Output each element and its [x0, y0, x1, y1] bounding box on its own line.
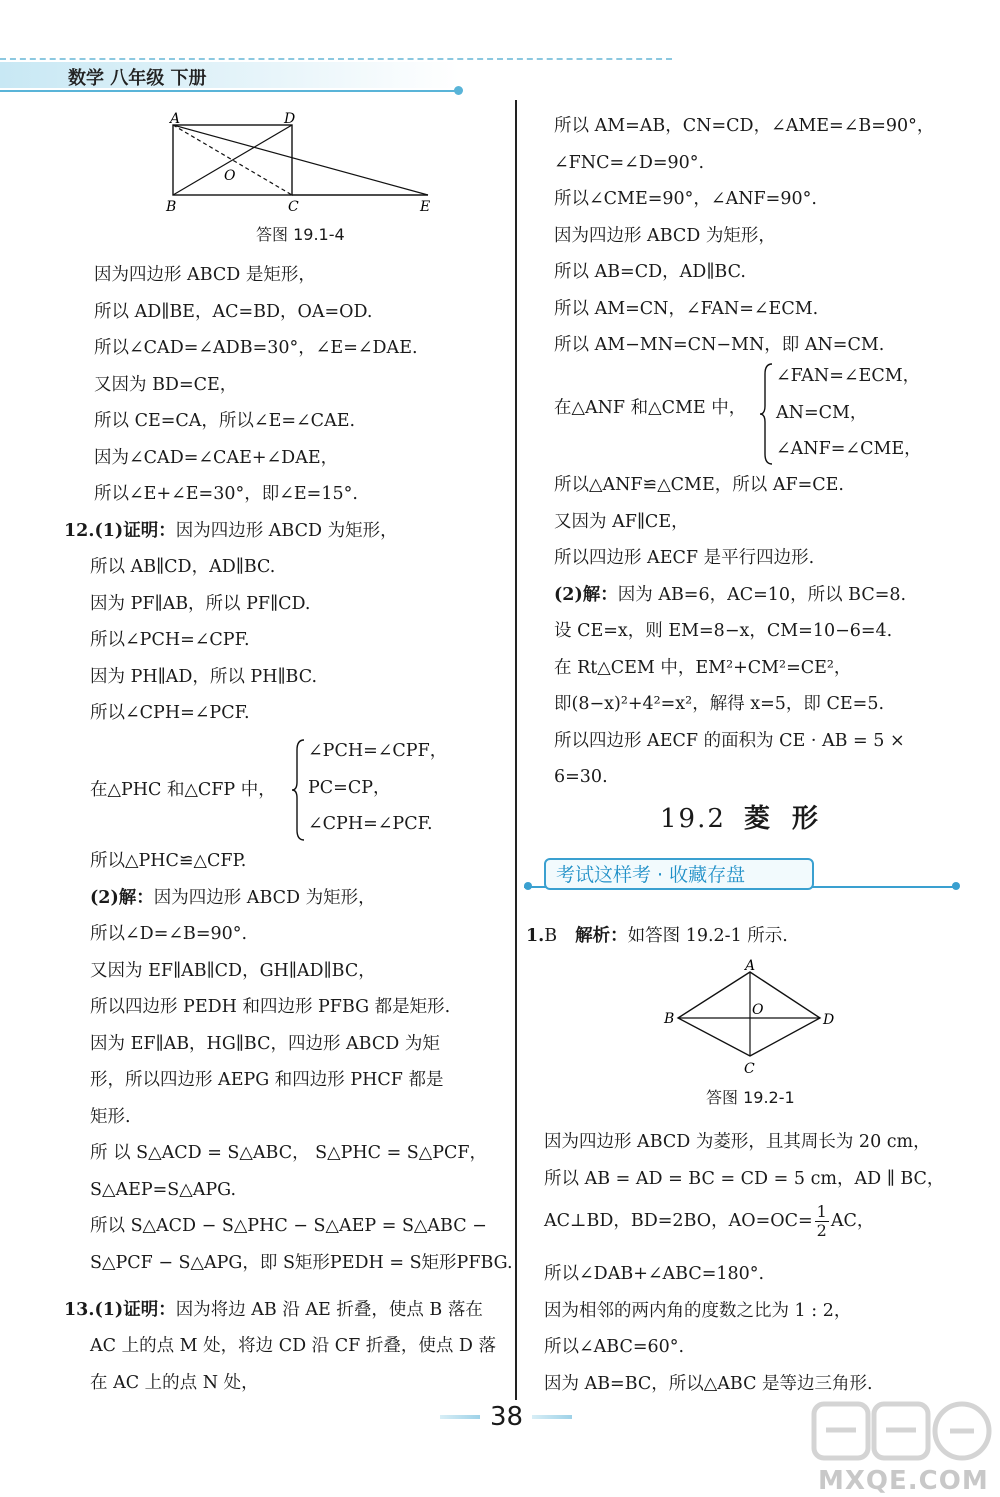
- text: 因为将边 AB 沿 AE 折叠，使点 B 落在: [175, 1300, 483, 1320]
- text: 因为 AB=6，AC=10，所以 BC=8.: [617, 584, 907, 605]
- text-line: 设 CE=x，则 EM=8−x，CM=10−6=4.: [554, 621, 893, 641]
- text: AC⊥BD，BD=2BO，AO=OC=: [544, 1211, 813, 1231]
- brace-item: AN=CM，: [776, 402, 868, 423]
- page-deco-right: [532, 1415, 572, 1419]
- exam-banner: [524, 856, 959, 892]
- text-line: 在 Rt△CEM 中，EM²+CM²=CE²，: [554, 657, 852, 678]
- text-line: 所以 S△ACD − S△PHC − S△AEP = S△ABC −: [90, 1216, 487, 1236]
- banner-dot-left: [524, 882, 532, 890]
- right-brace-items: [776, 358, 922, 468]
- text-line: 即(8−x)²+4²=x²，解得 x=5，即 CE=5.: [554, 694, 885, 714]
- fig2-label-b: B: [664, 1011, 675, 1027]
- text-line: 所以∠CPH=∠PCF.: [90, 703, 250, 723]
- text-line: [90, 880, 513, 917]
- right-solution-block-1: [554, 108, 934, 364]
- text-line: 因为相邻的两内角的度数之比为 1 : 2，: [544, 1300, 852, 1321]
- question-13-lines: [90, 1328, 496, 1401]
- figure-19-1-4: [160, 110, 440, 220]
- text-line: 所以∠ABC=60°.: [544, 1337, 685, 1357]
- figure-19-2-1-caption: 答图 19.2-1: [706, 1088, 795, 1107]
- part-label: (2)解：: [90, 887, 154, 908]
- right-solution-block-4: [544, 1256, 873, 1402]
- text-line: 所以四边形 AECF 的面积为 CE · AB = 5 ×: [554, 730, 905, 751]
- answer: B: [544, 926, 558, 946]
- text-line: 所以 AM=AB，CN=CD，∠AME=∠B=90°，: [554, 116, 935, 136]
- watermark-text: MXQE.COM: [818, 1466, 989, 1496]
- text-line: 6=30.: [554, 767, 608, 787]
- fig1-label-c: C: [288, 199, 299, 215]
- text-line: ∠FNC=∠D=90°.: [554, 152, 705, 173]
- header-underline: [0, 90, 460, 92]
- brace-item: ∠FAN=∠ECM，: [776, 366, 921, 386]
- fig1-label-e: E: [420, 199, 431, 215]
- section-number: 19.2: [660, 804, 726, 834]
- text-line: 所以 AD∥BE，AC=BD，OA=OD.: [94, 301, 373, 322]
- question-number: 12.: [64, 521, 95, 541]
- text-line: 所以四边形 PEDH 和四边形 PFBG 都是矩形.: [90, 997, 451, 1017]
- text-line: [544, 1203, 874, 1240]
- question-1: [526, 918, 788, 955]
- text-line: 所以∠DAB+∠ABC=180°.: [544, 1264, 765, 1284]
- text-line: 所以∠PCH=∠CPF.: [90, 630, 250, 650]
- column-divider: [515, 100, 517, 1400]
- right-solution-block-2: [554, 467, 906, 796]
- text-line: 所以 AM−MN=CN−MN，即 AN=CM.: [554, 335, 885, 355]
- text-line: 所以 AB = AD = BC = CD = 5 cm，AD ∥ BC，: [544, 1168, 945, 1189]
- text-line: 所以∠E+∠E=30°，即∠E=15°.: [94, 484, 358, 504]
- fig2-label-c: C: [744, 1061, 755, 1077]
- left-solution-block-1: [94, 257, 418, 513]
- brace-item: ∠CPH=∠PCF.: [308, 814, 433, 834]
- header-title: 数学 八年级 下册: [68, 68, 207, 89]
- text-line: 又因为 EF∥AB∥CD，GH∥AD∥BC，: [90, 960, 376, 981]
- page-deco-left: [440, 1415, 480, 1419]
- text-line: 所以∠CME=90°，∠ANF=90°.: [554, 189, 817, 209]
- brace-item: ∠PCH=∠CPF，: [308, 741, 448, 761]
- fig2-label-a: A: [745, 958, 756, 974]
- question-13-part1: [64, 1292, 483, 1329]
- question-12-part2: [90, 843, 513, 1281]
- text-line: 矩形.: [90, 1106, 131, 1127]
- text-line: 所 以 S△ACD = S△ABC， S△PHC = S△PCF，: [90, 1143, 488, 1163]
- fraction-numerator: 1: [816, 1202, 827, 1221]
- text-line: 因为 EF∥AB，HG∥BC，四边形 ABCD 为矩: [90, 1033, 440, 1054]
- figure-19-1-4-caption: 答图 19.1-4: [256, 225, 345, 244]
- text-line: S△AEP=S△APG.: [90, 1179, 237, 1200]
- fig1-label-b: B: [166, 199, 177, 215]
- question-12-lines-a: [90, 549, 317, 732]
- fraction-line: [544, 1203, 874, 1240]
- text-line: AC 上的点 M 处，将边 CD 沿 CF 折叠，使点 D 落: [90, 1336, 496, 1356]
- text-line: 因为 PH∥AD，所以 PH∥BC.: [90, 666, 318, 687]
- text-line: [554, 577, 906, 614]
- q12-brace-lead: 在△PHC 和△CFP 中，: [90, 780, 276, 800]
- text-line: 所以 AM=CN，∠FAN=∠ECM.: [554, 298, 819, 319]
- text-line: 因为四边形 ABCD 为菱形，且其周长为 20 cm，: [544, 1132, 931, 1152]
- right-brace-lead: 在△ANF 和△CME 中，: [554, 398, 747, 418]
- text-line: 又因为 AF∥CE，: [554, 511, 689, 532]
- header-dashed-line: [0, 58, 672, 60]
- section-name: 菱形: [743, 804, 840, 834]
- analysis-label: 解析：: [575, 926, 628, 946]
- figure-19-2-1: [660, 958, 840, 1078]
- text: 因为四边形 ABCD 为矩形，: [153, 887, 376, 908]
- brace-item: ∠ANF=∠CME，: [776, 439, 922, 459]
- q12-brace-items: [308, 733, 447, 843]
- text-line: 所以∠D=∠B=90°.: [90, 924, 248, 944]
- text-line: 所以 CE=CA，所以∠E=∠CAE.: [94, 411, 356, 431]
- text-line: 因为∠CAD=∠CAE+∠DAE，: [94, 447, 339, 468]
- question-1-line: [526, 918, 788, 955]
- text-line: 所以 AB∥CD，AD∥BC.: [90, 557, 276, 577]
- text-line: 因为 PF∥AB，所以 PF∥CD.: [90, 593, 311, 614]
- banner-text: 考试这样考 · 收藏存盘: [556, 864, 746, 886]
- question-13-first-line: [64, 1292, 483, 1329]
- part-label: (1)证明：: [94, 521, 176, 541]
- text-line: 因为四边形 ABCD 是矩形，: [94, 265, 316, 285]
- right-solution-block-3: [544, 1124, 944, 1197]
- fig1-label-o: O: [224, 168, 236, 184]
- text-line: 在 AC 上的点 N 处，: [90, 1372, 259, 1393]
- text-line: 所以∠CAD=∠ADB=30°，∠E=∠DAE.: [94, 338, 418, 358]
- fraction-denominator: 2: [816, 1221, 827, 1240]
- fig2-label-d: D: [823, 1012, 835, 1028]
- right-brace: [758, 362, 774, 466]
- text-line: 形，所以四边形 AEPG 和四边形 PHCF 都是: [90, 1070, 444, 1090]
- text-line: 所以 AB=CD，AD∥BC.: [554, 262, 746, 282]
- text: 如答图 19.2-1 所示.: [627, 926, 788, 946]
- question-number: 13.: [64, 1300, 95, 1320]
- brace-item: PC=CP，: [308, 777, 391, 798]
- page-number: 38: [490, 1402, 524, 1432]
- part-label: (1)证明：: [94, 1300, 176, 1320]
- banner-dot-right: [952, 882, 960, 890]
- text-line: 所以△ANF≌△CME，所以 AF=CE.: [554, 475, 844, 495]
- text: AC，: [830, 1211, 875, 1231]
- part-label: (2)解：: [554, 584, 618, 605]
- question-12-first-line: [64, 513, 398, 550]
- text: 因为四边形 ABCD 为矩形，: [175, 521, 398, 541]
- question-12-part1: [64, 513, 398, 550]
- text-line: 因为四边形 ABCD 为矩形，: [554, 225, 776, 246]
- section-title: [660, 798, 840, 835]
- question-number: 1.: [526, 926, 545, 946]
- fig1-label-a: A: [170, 111, 181, 127]
- text-line: 因为 AB=BC，所以△ABC 是等边三角形.: [544, 1373, 873, 1394]
- q12-brace: [290, 738, 306, 842]
- header-dot: [454, 86, 463, 95]
- text-line: S△PCF − S△APG，即 S矩形PEDH = S矩形PFBG.: [90, 1252, 513, 1273]
- text-line: 所以四边形 AECF 是平行四边形.: [554, 548, 815, 568]
- fig2-label-o: O: [752, 1002, 764, 1018]
- fig1-label-d: D: [284, 111, 296, 127]
- fraction-one-half: [815, 1203, 829, 1240]
- text-line: 又因为 BD=CE，: [94, 374, 238, 395]
- text-line: 所以△PHC≌△CFP.: [90, 851, 247, 871]
